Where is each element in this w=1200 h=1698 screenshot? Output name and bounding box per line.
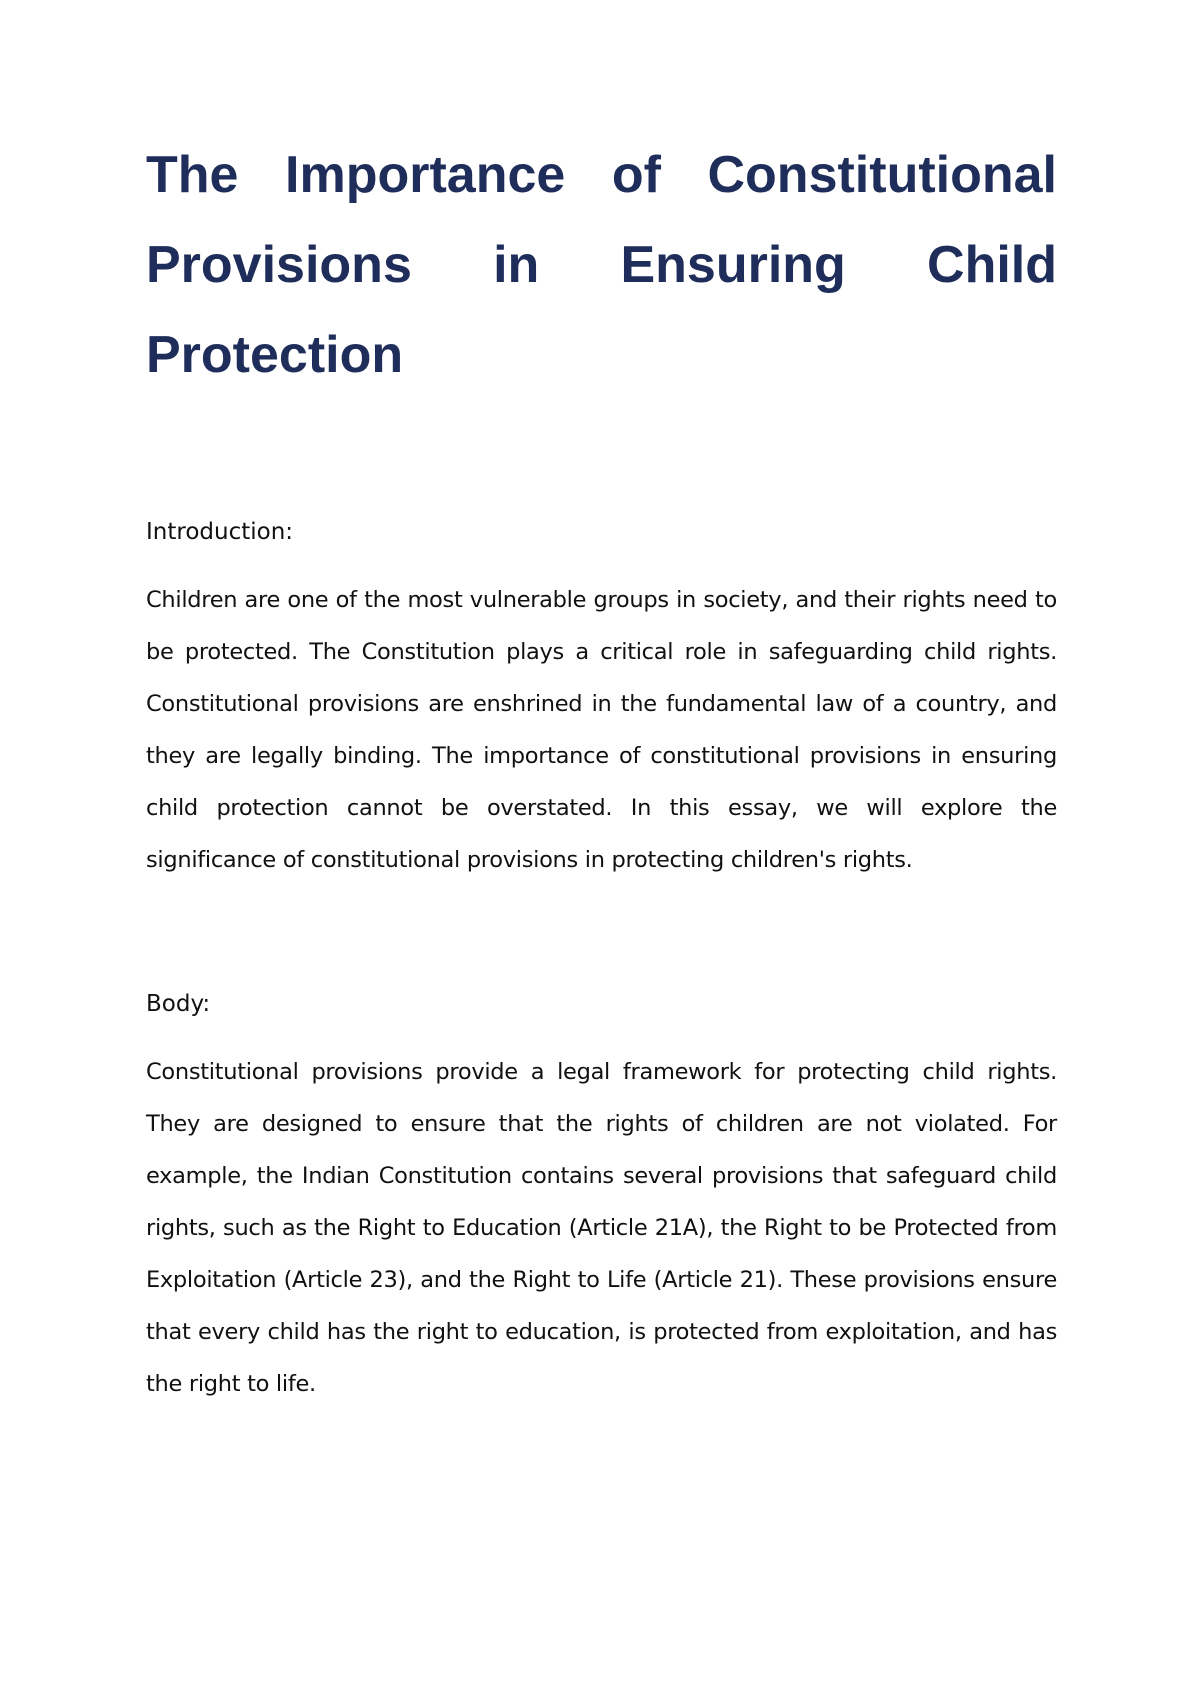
introduction-paragraph: Children are one of the most vulnerable groups in society, and their rights need to be protected. The Constitution plays a critical role in safeguarding child rights. Constitutional provisions are enshrined in the fundamental law of a country, and they are legally binding. The importance of constitutional provisions in ensuring child protection cannot be overstated. In this essay, we will explore the significance of constitutional provisions in protecting children's rights. xyxy=(146,587,1057,873)
introduction-heading: Introduction: xyxy=(146,519,294,545)
document-content xyxy=(146,130,1057,1410)
document-title: The Importance of Constitutional Provisions in Ensuring Child Protection xyxy=(146,146,1057,384)
body-heading: Body: xyxy=(146,991,211,1017)
body-paragraph: Constitutional provisions provide a legal framework for protecting child rights. They are designed to ensure that the rights of children are not violated. For example, the Indian Constitution contains several provisions that safeguard child rights, such as the Right to Education (Article 21A), the Right to be Protected from Exploitation (Article 23), and the Right to Life (Article 21). These provisions ensure that every child has the right to education, is protected from exploitation, and has the right to life. xyxy=(146,1059,1057,1397)
